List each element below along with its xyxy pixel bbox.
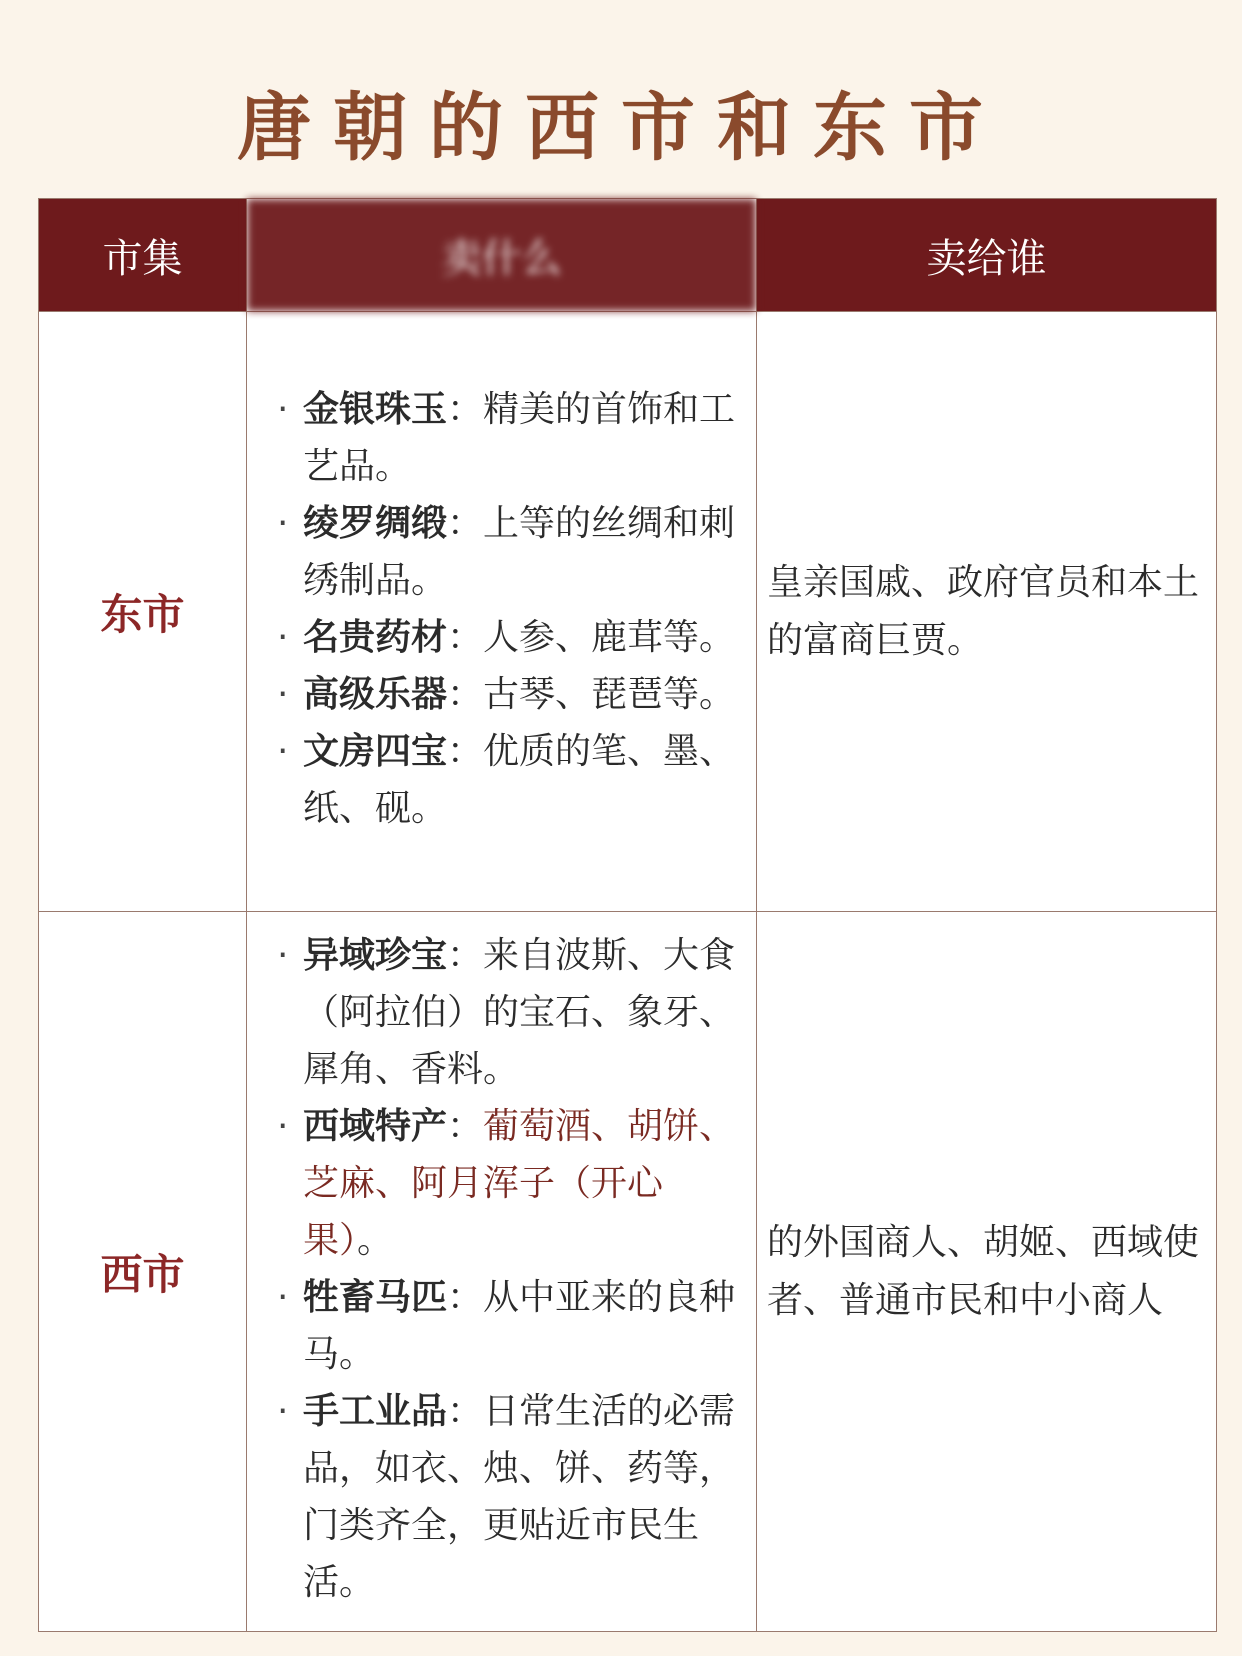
goods-list <box>277 381 736 837</box>
bullet-dot: · <box>277 730 289 772</box>
list-item <box>277 495 736 609</box>
list-item <box>277 609 736 666</box>
table-header-row <box>39 199 1217 312</box>
list-item <box>277 1383 736 1611</box>
goods-desc: 来自波斯、大食（阿拉伯）的宝石、象牙、犀角、香料。 <box>303 934 736 1090</box>
goods-desc-tail: 。 <box>357 1219 394 1261</box>
goods-desc: 优质的笔、墨、纸、砚。 <box>303 730 736 829</box>
goods-name: 名贵药材 <box>303 616 448 658</box>
goods-name: 绫罗绸缎 <box>303 502 448 544</box>
goods-cell <box>247 912 757 1632</box>
goods-sep: ： <box>447 616 484 658</box>
header-market: 市集 <box>39 199 247 312</box>
bullet-dot: · <box>277 388 289 430</box>
market-name: 西市 <box>39 912 247 1632</box>
list-item <box>277 666 736 723</box>
goods-cell <box>247 312 757 912</box>
header-buyers: 卖给谁 <box>757 199 1217 312</box>
list-item <box>277 1269 736 1383</box>
goods-name: 文房四宝 <box>303 730 448 772</box>
goods-desc: 从中亚来的良种马。 <box>303 1276 736 1375</box>
goods-sep: ： <box>447 502 484 544</box>
goods-name: 高级乐器 <box>303 673 448 715</box>
list-item <box>277 723 736 837</box>
goods-sep: ： <box>447 1390 484 1432</box>
bullet-dot: · <box>277 934 289 976</box>
goods-sep: ： <box>447 1276 484 1318</box>
goods-desc: 精美的首饰和工艺品。 <box>303 388 736 487</box>
table-row <box>39 312 1217 912</box>
market-name: 东市 <box>39 312 247 912</box>
goods-name: 西域特产 <box>303 1105 448 1147</box>
bullet-dot: · <box>277 502 289 544</box>
goods-desc-highlight: 葡萄酒、胡饼、芝麻、阿月浑子（开心果） <box>303 1105 736 1261</box>
goods-name: 异域珍宝 <box>303 934 448 976</box>
list-item <box>277 1098 736 1269</box>
goods-desc: 上等的丝绸和刺绣制品。 <box>303 502 736 601</box>
bullet-dot: · <box>277 616 289 658</box>
bullet-dot: · <box>277 1390 289 1432</box>
list-item <box>277 927 736 1098</box>
goods-sep: ： <box>447 673 484 715</box>
goods-name: 金银珠玉 <box>303 388 448 430</box>
goods-list <box>277 927 736 1611</box>
page-title: 唐朝的西市和东市 <box>237 85 1005 171</box>
goods-sep: ： <box>447 934 484 976</box>
market-table <box>38 198 1217 1632</box>
bullet-dot: · <box>277 1276 289 1318</box>
goods-sep: ： <box>447 388 484 430</box>
goods-name: 牲畜马匹 <box>303 1276 448 1318</box>
goods-sep: ： <box>447 730 484 772</box>
list-item <box>277 381 736 495</box>
goods-desc: 古琴、琵琶等。 <box>483 673 736 715</box>
bullet-dot: · <box>277 1105 289 1147</box>
goods-desc: 人参、鹿茸等。 <box>483 616 736 658</box>
goods-desc: 日常生活的必需品，如衣、烛、饼、药等，门类齐全，更贴近市民生活。 <box>303 1390 736 1603</box>
goods-name: 手工业品 <box>303 1390 448 1432</box>
bullet-dot: · <box>277 673 289 715</box>
goods-sep: ： <box>447 1105 484 1147</box>
header-goods: 卖什么 <box>247 199 757 312</box>
table-row <box>39 912 1217 1632</box>
buyer-cell: 皇亲国戚、政府官员和本土的富商巨贾。 <box>757 312 1217 912</box>
buyer-cell: 的外国商人、胡姬、西域使者、普通市民和中小商人 <box>757 912 1217 1632</box>
